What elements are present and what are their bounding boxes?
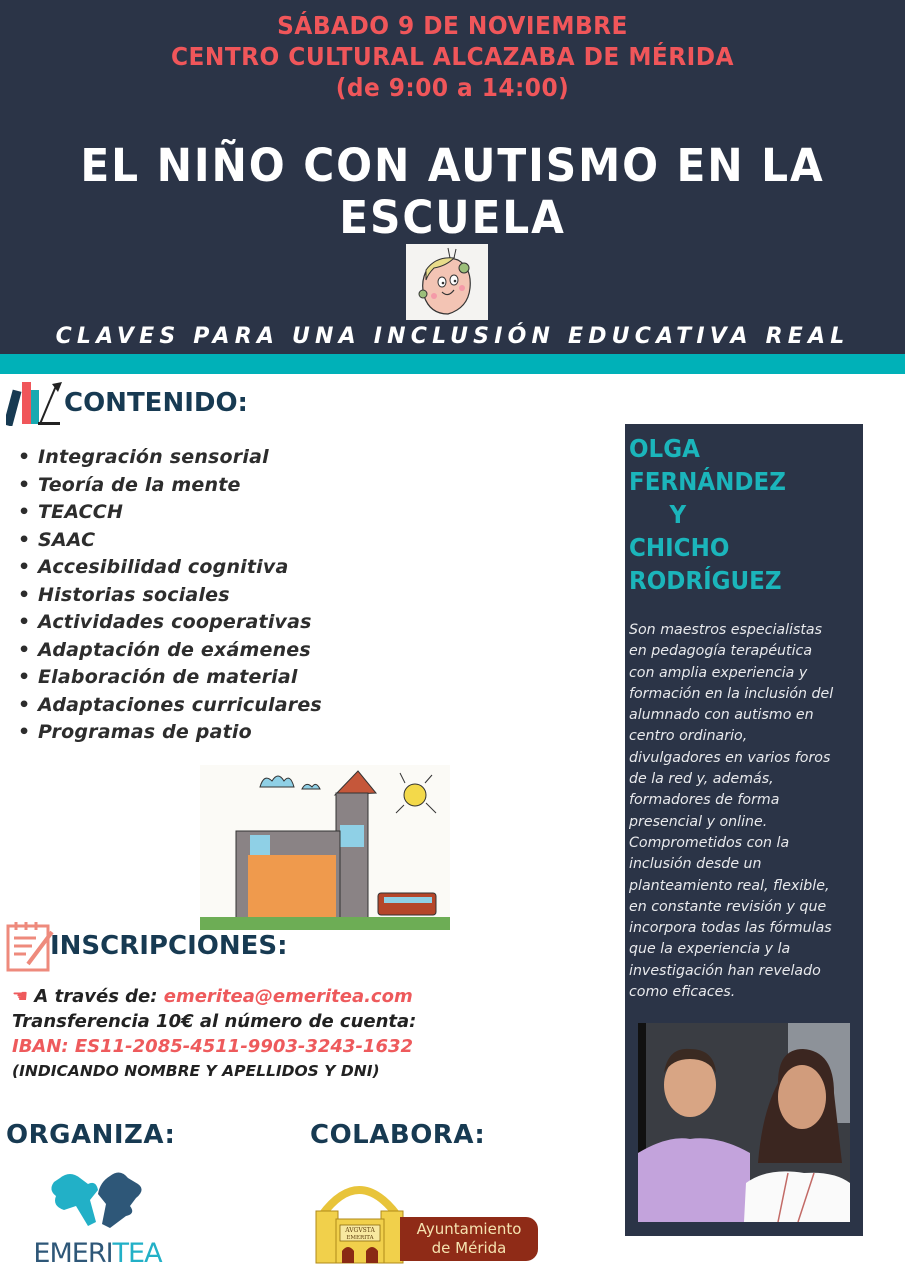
emeritea-logo bbox=[30, 1170, 165, 1270]
school-drawing-icon bbox=[200, 765, 450, 930]
list-item-text: TEACCH bbox=[38, 501, 124, 523]
inscripciones-heading-text: INSCRIPCIONES: bbox=[50, 931, 288, 961]
notepad-pencil-icon bbox=[6, 920, 54, 972]
header-banner bbox=[0, 0, 905, 354]
bio-line: formadores de forma bbox=[629, 792, 780, 809]
ayuntamiento-label bbox=[400, 1217, 538, 1261]
speaker-name-line: RODRÍGUEZ bbox=[629, 566, 782, 595]
bullet: • bbox=[18, 611, 31, 633]
bullet: • bbox=[18, 501, 31, 523]
bio-line: investigación han revelado bbox=[629, 962, 821, 979]
via-label: A través de: bbox=[34, 986, 164, 1007]
event-date: SÁBADO 9 DE NOVIEMBRE bbox=[277, 11, 628, 40]
teal-divider bbox=[0, 354, 905, 374]
organiza-heading: ORGANIZA: bbox=[6, 1120, 176, 1150]
list-item-text: Historias sociales bbox=[38, 583, 230, 606]
event-info bbox=[0, 10, 905, 103]
bio-line: incorpora todas las fórmulas bbox=[629, 920, 832, 937]
inscripciones-heading bbox=[6, 920, 288, 972]
svg-text:AVGVSTA: AVGVSTA bbox=[345, 1227, 375, 1234]
list-item-text: Actividades cooperativas bbox=[38, 611, 312, 633]
speaker-names bbox=[629, 432, 800, 597]
ayuntamiento-line-2: de Mérida bbox=[431, 1239, 507, 1257]
transfer-text: Transferencia 10€ al número de cuenta: bbox=[12, 1011, 417, 1032]
speaker-name-line: FERNÁNDEZ bbox=[629, 467, 786, 496]
transfer-note: (INDICANDO NOMBRE Y APELLIDOS Y DNI) bbox=[12, 1062, 380, 1080]
bio-line: en pedagogía terapéutica bbox=[629, 643, 813, 660]
bio-line: divulgadores en varios foros bbox=[629, 749, 831, 766]
page-title bbox=[0, 140, 905, 244]
bio-line: Son maestros especialistas bbox=[629, 622, 823, 638]
child-face-illustration bbox=[406, 244, 488, 320]
speaker-name-line: CHICHO bbox=[629, 533, 730, 562]
subtitle: CLAVES PARA UNA INCLUSIÓN EDUCATIVA REAL bbox=[55, 324, 850, 349]
bullet: • bbox=[18, 638, 31, 661]
bio-line: formación en la inclusión del bbox=[629, 685, 834, 702]
emeritea-part-1: EMERI bbox=[33, 1238, 113, 1269]
bio-line: inclusión desde un bbox=[629, 856, 762, 873]
title-line-1: EL NIÑO CON AUTISMO EN LA bbox=[80, 139, 825, 192]
event-time: (de 9:00 a 14:00) bbox=[335, 73, 570, 102]
child-face-icon bbox=[406, 244, 488, 320]
speaker-panel bbox=[625, 424, 863, 1236]
bullet: • bbox=[18, 446, 31, 468]
bio-line: que la experiencia y la bbox=[629, 941, 791, 958]
list-item bbox=[18, 582, 322, 610]
list-item bbox=[18, 444, 322, 472]
list-item-text: Integración sensorial bbox=[38, 446, 269, 468]
list-item-text: Elaboración de material bbox=[38, 666, 298, 688]
bullet: • bbox=[18, 473, 31, 496]
list-item bbox=[18, 609, 322, 637]
list-item bbox=[18, 499, 322, 527]
school-illustration bbox=[200, 765, 450, 930]
list-item bbox=[18, 637, 322, 665]
list-item-text: SAAC bbox=[38, 528, 96, 551]
bio-line: con amplia experiencia y bbox=[629, 664, 808, 681]
bullet: • bbox=[18, 556, 31, 578]
email-line bbox=[12, 984, 416, 1009]
speaker-bio bbox=[629, 620, 863, 1003]
bullet: • bbox=[18, 528, 31, 551]
emeritea-part-2: TEA bbox=[112, 1238, 162, 1269]
bio-line: en constante revisión y que bbox=[629, 898, 827, 915]
list-item-text: Programas de patio bbox=[38, 721, 252, 743]
pointing-hand-icon: ☚ bbox=[12, 986, 29, 1007]
bullet: • bbox=[18, 583, 31, 606]
svg-text:EMERITA: EMERITA bbox=[346, 1235, 374, 1241]
bio-line: como eficaces. bbox=[629, 984, 736, 1001]
list-item bbox=[18, 664, 322, 692]
speakers-photo-image bbox=[638, 1023, 850, 1222]
speaker-name-line: OLGA bbox=[629, 434, 700, 463]
email-link[interactable]: emeritea@emeritea.com bbox=[163, 986, 413, 1007]
list-item bbox=[18, 527, 322, 555]
list-item bbox=[18, 472, 322, 500]
puzzle-pieces-icon bbox=[30, 1170, 165, 1232]
title-line-2: ESCUELA bbox=[339, 191, 566, 244]
bio-line: de la red y, además, bbox=[629, 771, 774, 788]
event-venue: CENTRO CULTURAL ALCAZABA DE MÉRIDA bbox=[171, 42, 734, 71]
bio-line: Comprometidos con la bbox=[629, 834, 790, 851]
inscripciones-details bbox=[12, 984, 416, 1084]
colabora-heading: COLABORA: bbox=[310, 1120, 486, 1150]
bio-line: centro ordinario, bbox=[629, 728, 748, 745]
speakers-photo bbox=[638, 1023, 850, 1222]
bio-line: planteamiento real, flexible, bbox=[629, 877, 830, 894]
list-item-text: Accesibilidad cognitiva bbox=[38, 556, 289, 578]
iban: IBAN: ES11-2085-4511-9903-3243-1632 bbox=[12, 1036, 414, 1057]
list-item bbox=[18, 719, 322, 747]
contenido-heading-text: CONTENIDO: bbox=[64, 388, 248, 418]
list-item bbox=[18, 554, 322, 582]
list-item-text: Adaptación de exámenes bbox=[38, 638, 311, 661]
emeritea-wordmark bbox=[30, 1238, 165, 1269]
list-item-text: Adaptaciones curriculares bbox=[38, 693, 322, 716]
bullet: • bbox=[18, 693, 31, 716]
books-lamp-icon bbox=[6, 380, 62, 426]
contenido-heading bbox=[6, 380, 248, 426]
bullet: • bbox=[18, 666, 31, 688]
bio-line: presencial y online. bbox=[629, 813, 768, 830]
bio-line: alumnado con autismo en bbox=[629, 707, 814, 724]
list-item bbox=[18, 692, 322, 720]
ayuntamiento-merida-logo bbox=[312, 1175, 542, 1270]
list-item-text: Teoría de la mente bbox=[38, 473, 241, 496]
content-list bbox=[18, 444, 322, 747]
ayuntamiento-line-1: Ayuntamiento bbox=[416, 1220, 522, 1238]
roman-gate-icon bbox=[312, 1175, 407, 1265]
speaker-name-conjunction: Y bbox=[669, 500, 687, 529]
bullet: • bbox=[18, 721, 31, 743]
